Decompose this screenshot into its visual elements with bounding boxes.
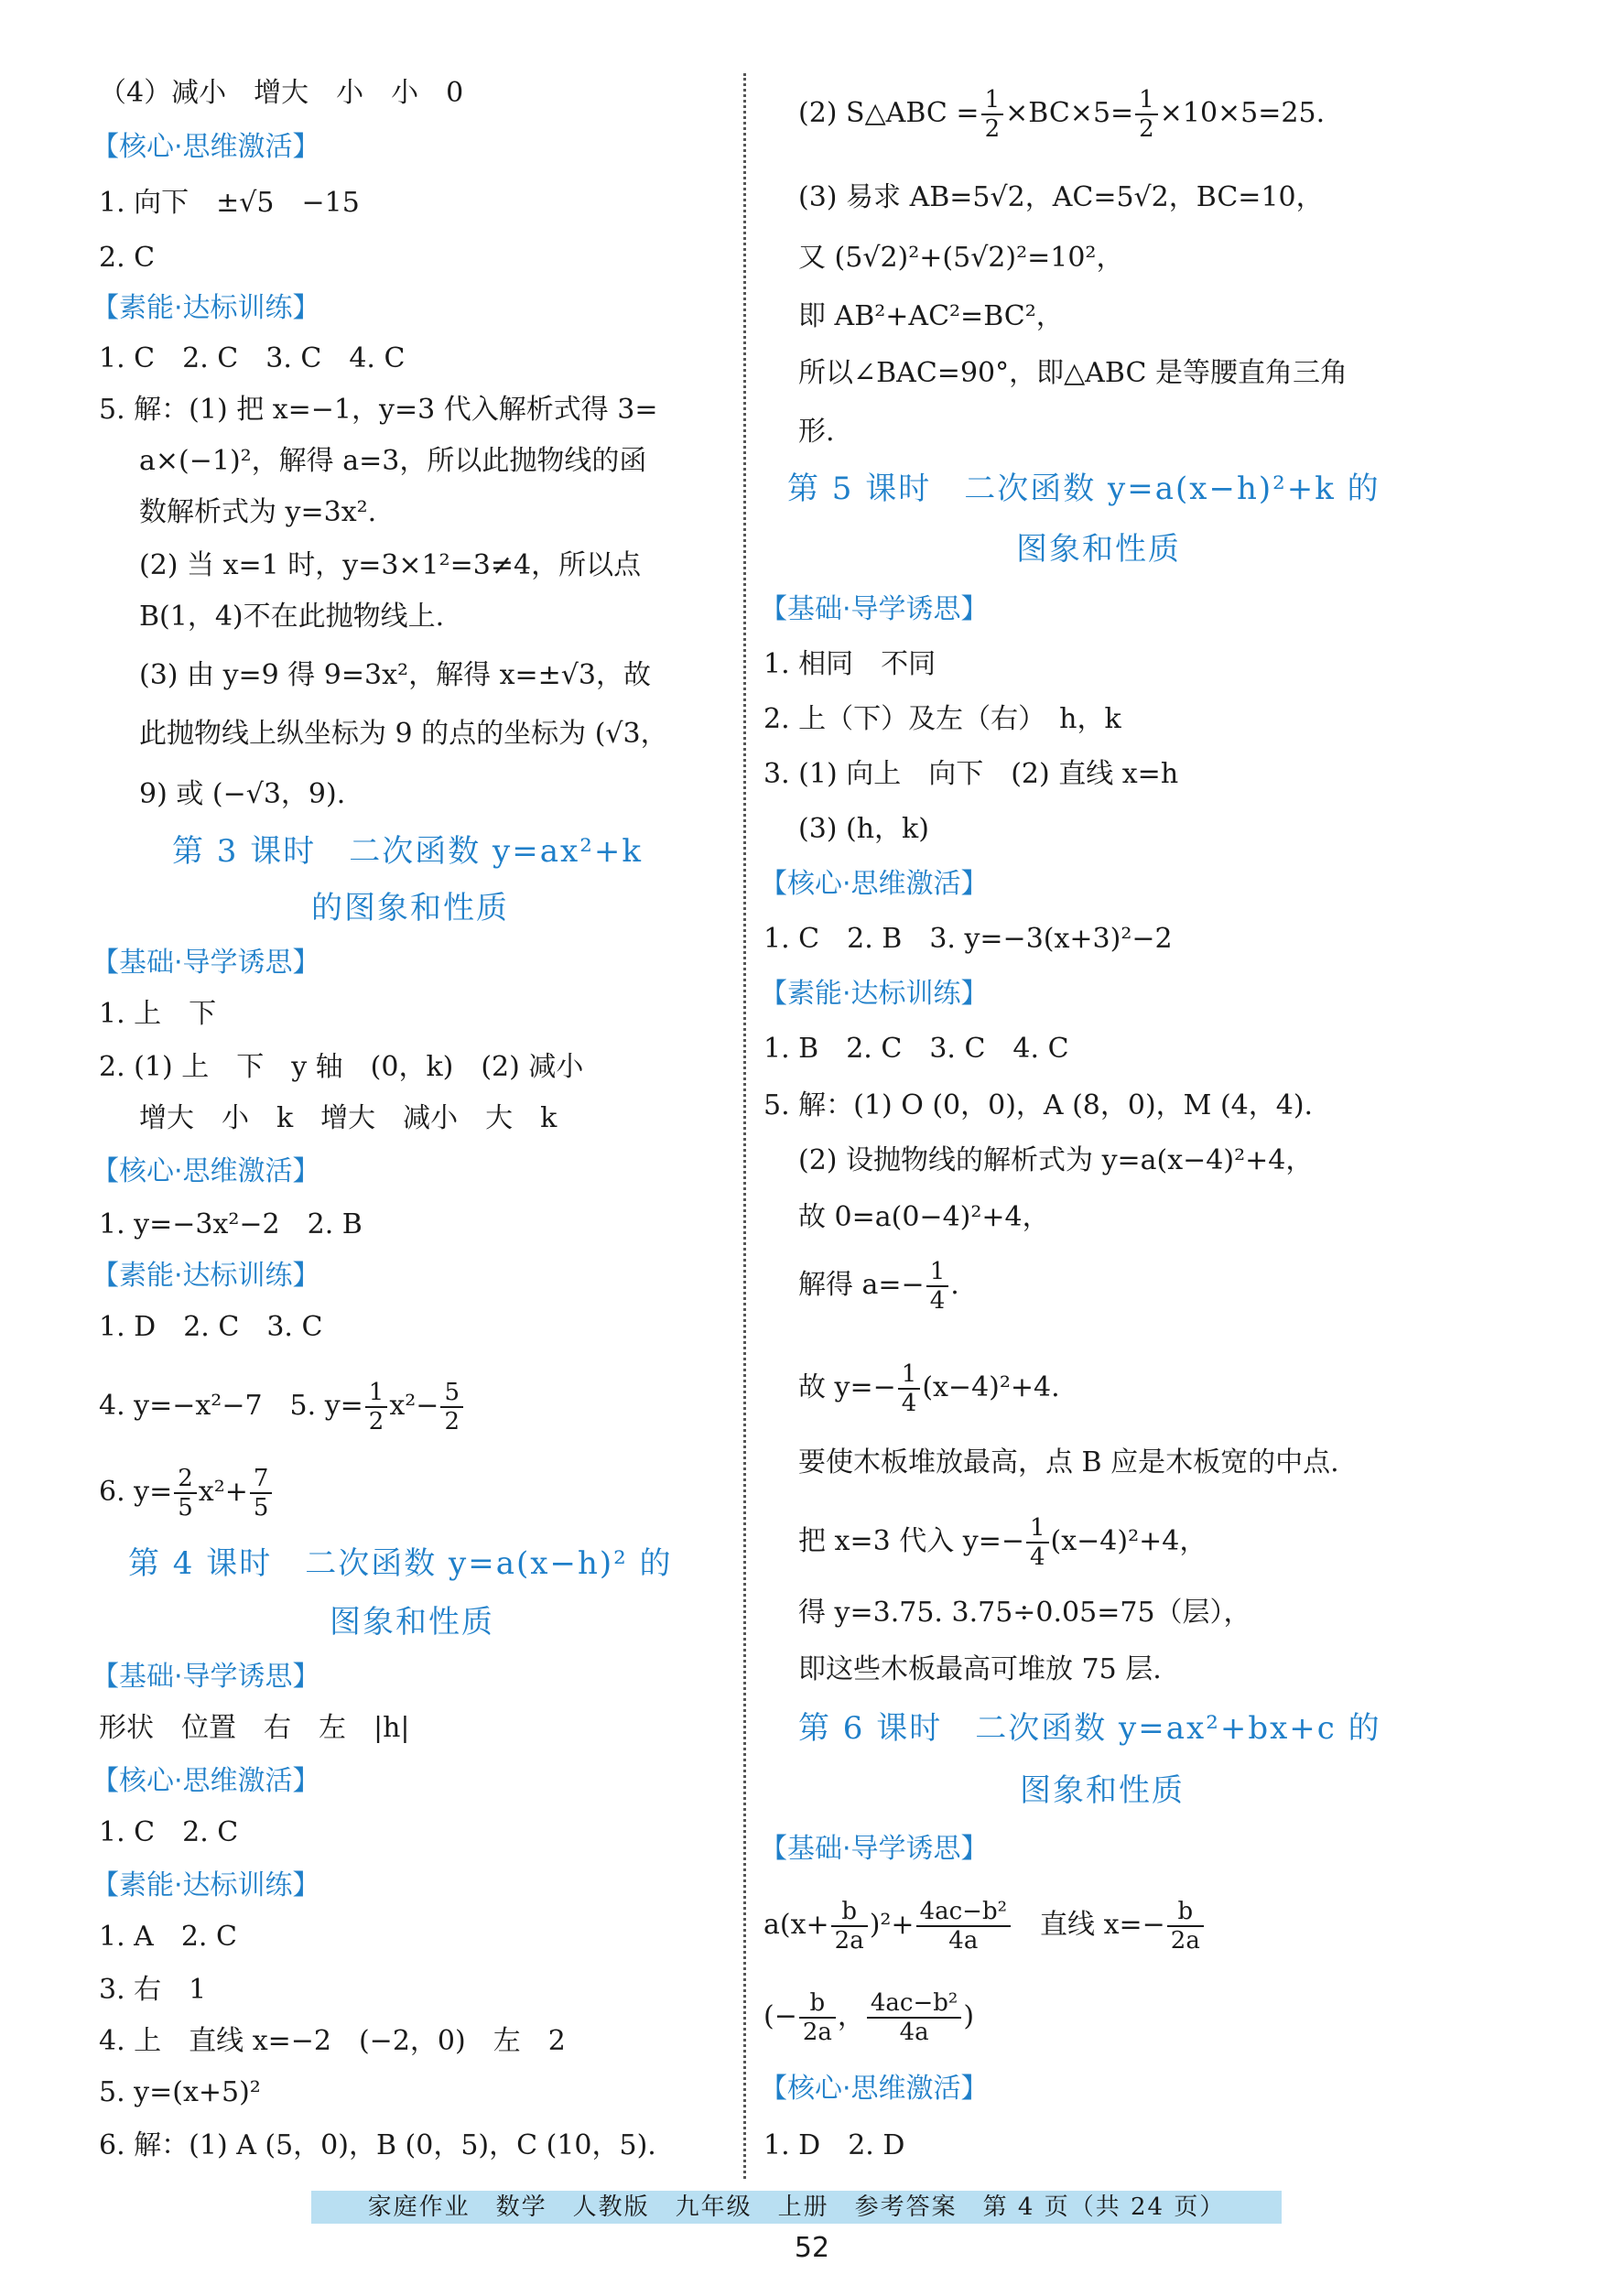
answer-line: 增大 小 k 增大 减小 大 k [139,1102,558,1134]
answer-line: 1. 相同 不同 [763,648,937,680]
section-heading-core: 【核心·思维激活】 [92,1155,320,1187]
answer-line: 1. D 2. C 3. C [99,1311,323,1343]
fraction: $\frac{2}{5}$ [174,1465,197,1522]
answer-line: (3) 易求 AB=5√2，AC=5√2，BC=10， [798,181,1324,213]
section-heading-core: 【核心·思维激活】 [92,1765,320,1797]
section-heading-skill: 【素能·达标训练】 [760,978,989,1010]
section-heading-core: 【核心·思维激活】 [760,2073,989,2105]
section-heading-skill: 【素能·达标训练】 [92,1869,320,1901]
answer-line: 又 (5√2)²+(5√2)²=10²， [798,242,1124,274]
answer-line: 1. C 2. C 3. C 4. C [99,342,406,374]
answer-line: （4）减小 增大 小 小 0 [99,77,464,109]
lesson-title: 第 5 课时 二次函数 y=a(x−h)²+k 的 [787,471,1380,507]
section-heading-skill: 【素能·达标训练】 [92,292,320,324]
answer-line: B(1，4)不在此抛物线上. [139,601,445,633]
answer-line: (2) 当 x=1 时，y=3×1²=3≠4，所以点 [139,549,642,581]
page-number: 52 [794,2232,830,2264]
fraction: $\frac{\text{4ac−b²}}{4a}$ [916,1898,1011,1955]
answer-line-fraction: (2) S△ABC = $\frac{1}{2}$ ×BC×5= $\frac{1}{2}$ ×10×5=25. [798,86,1326,143]
answer-line-fraction: 故 y=− $\frac{1}{4}$ (x−4)²+4. [798,1360,1060,1417]
answer-line-fraction: 6. y= $\frac{2}{5}$ x²+ $\frac{7}{5}$ [99,1465,274,1520]
footer-banner: 家庭作业 数学 人教版 九年级 上册 参考答案 第 4 页（共 24 页） [311,2191,1282,2224]
answer-line-fraction: (− $\frac{b}{2a}$ ， $\frac{\text{4ac−b²}}{4a}$ ) [763,1989,975,2046]
fraction: $\frac{b}{2a}$ [799,1989,836,2046]
answer-line: a×(−1)²，解得 a=3，所以此抛物线的函 [139,445,647,477]
answer-line: 1. 向下 ±√5 −15 [99,187,360,219]
answer-line: 得 y=3.75. 3.75÷0.05=75（层）， [798,1597,1251,1629]
answer-line: 即 AB²+AC²=BC²， [798,300,1064,332]
answer-line-fraction: 解得 a=− $\frac{1}{4}$ . [798,1258,959,1315]
section-heading-basic: 【基础·导学诱思】 [92,947,320,979]
answer-line: 1. 上 下 [99,998,217,1030]
answer-line: (2) 设抛物线的解析式为 y=a(x−4)²+4， [798,1144,1314,1176]
answer-line: 5. 解：(1) O (0，0)，A (8，0)，M (4，4). [763,1089,1314,1121]
fraction: $\frac{1}{4}$ [1026,1514,1049,1571]
fraction: $\frac{b}{2a}$ [831,1898,868,1955]
lesson-title: 第 4 课时 二次函数 y=a(x−h)² 的 [128,1545,673,1582]
section-heading-core: 【核心·思维激活】 [92,131,320,163]
section-heading-skill: 【素能·达标训练】 [92,1260,320,1292]
section-heading-basic: 【基础·导学诱思】 [760,593,989,625]
section-heading-core: 【核心·思维激活】 [760,868,989,900]
fraction: $\frac{1}{4}$ [926,1258,949,1315]
answer-line: 1. B 2. C 3. C 4. C [763,1033,1069,1065]
answer-line: 3. 右 1 [99,1974,207,2006]
fraction: $\frac{1}{2}$ [365,1379,388,1435]
answer-line: 所以∠BAC=90°，即△ABC 是等腰直角三角 [798,357,1348,389]
fraction: $\frac{7}{5}$ [250,1465,273,1522]
column-divider [743,73,746,2179]
answer-line: 9) 或 (−√3，9). [139,778,346,810]
fraction: $\frac{\text{4ac−b²}}{4a}$ [867,1989,961,2046]
lesson-title: 第 3 课时 二次函数 y=ax²+k [172,833,643,870]
answer-line-fraction: a(x+ $\frac{b}{2a}$ )²+ $\frac{\text{4ac−b²}}{4a}$ 直线 x=− $\frac{b}{2a}$ [763,1893,1206,1957]
fraction: $\frac{5}{2}$ [440,1379,463,1435]
answer-line: 1. y=−3x²−2 2. B [99,1208,363,1240]
answer-line: 即这些木板最高可堆放 75 层. [798,1653,1162,1685]
answer-line-fraction: 4. y=−x²−7 5. y= $\frac{1}{2}$ x²− $\frac{5}{2}$ [99,1379,465,1434]
answer-line: 6. 解：(1) A (5，0)，B (0，5)，C (10，5). [99,2129,656,2161]
answer-line: 4. 上 直线 x=−2 (−2，0) 左 2 [99,2025,566,2057]
answer-line: 1. C 2. B 3. y=−3(x+3)²−2 [763,923,1173,955]
fraction: $\frac{1}{2}$ [981,86,1004,143]
lesson-title: 的图象和性质 [311,890,509,926]
answer-line: 5. y=(x+5)² [99,2076,261,2108]
answer-line: 故 0=a(0−4)²+4， [798,1201,1050,1233]
answer-line: 3. (1) 向上 向下 (2) 直线 x=h [763,758,1179,790]
answer-line: 此抛物线上纵坐标为 9 的点的坐标为 (√3， [139,718,668,750]
lesson-title: 第 6 课时 二次函数 y=ax²+bx+c 的 [798,1710,1381,1747]
answer-line: 要使木板堆放最高，点 B 应是木板宽的中点. [798,1446,1339,1478]
answer-line: (3) 由 y=9 得 9=3x²，解得 x=±√3，故 [139,659,651,691]
section-heading-basic: 【基础·导学诱思】 [760,1833,989,1865]
lesson-title: 图象和性质 [330,1604,494,1641]
answer-line-fraction: 把 x=3 代入 y=− $\frac{1}{4}$ (x−4)²+4， [798,1514,1207,1571]
lesson-title: 图象和性质 [1020,1772,1185,1809]
answer-line: 1. C 2. C [99,1816,239,1848]
fraction: $\frac{1}{2}$ [1135,86,1158,143]
answer-line: 数解析式为 y=3x². [139,496,377,528]
fraction: $\frac{b}{2a}$ [1167,1898,1204,1955]
answer-line: 形. [798,416,835,448]
answer-line: 2. 上（下）及左（右） h，k [763,703,1121,735]
answer-line: 1. A 2. C [99,1921,237,1953]
answer-line: 1. D 2. D [763,2129,905,2161]
answer-line: 形状 位置 右 左 |h| [99,1712,410,1744]
answer-line: (3) (h，k) [798,813,929,845]
answer-line: 5. 解：(1) 把 x=−1，y=3 代入解析式得 3= [99,394,658,426]
section-heading-basic: 【基础·导学诱思】 [92,1661,320,1693]
fraction: $\frac{1}{4}$ [898,1360,921,1417]
answer-line: 2. (1) 上 下 y 轴 (0，k) (2) 减小 [99,1051,584,1083]
lesson-title: 图象和性质 [1016,531,1181,568]
answer-line: 2. C [99,242,156,274]
